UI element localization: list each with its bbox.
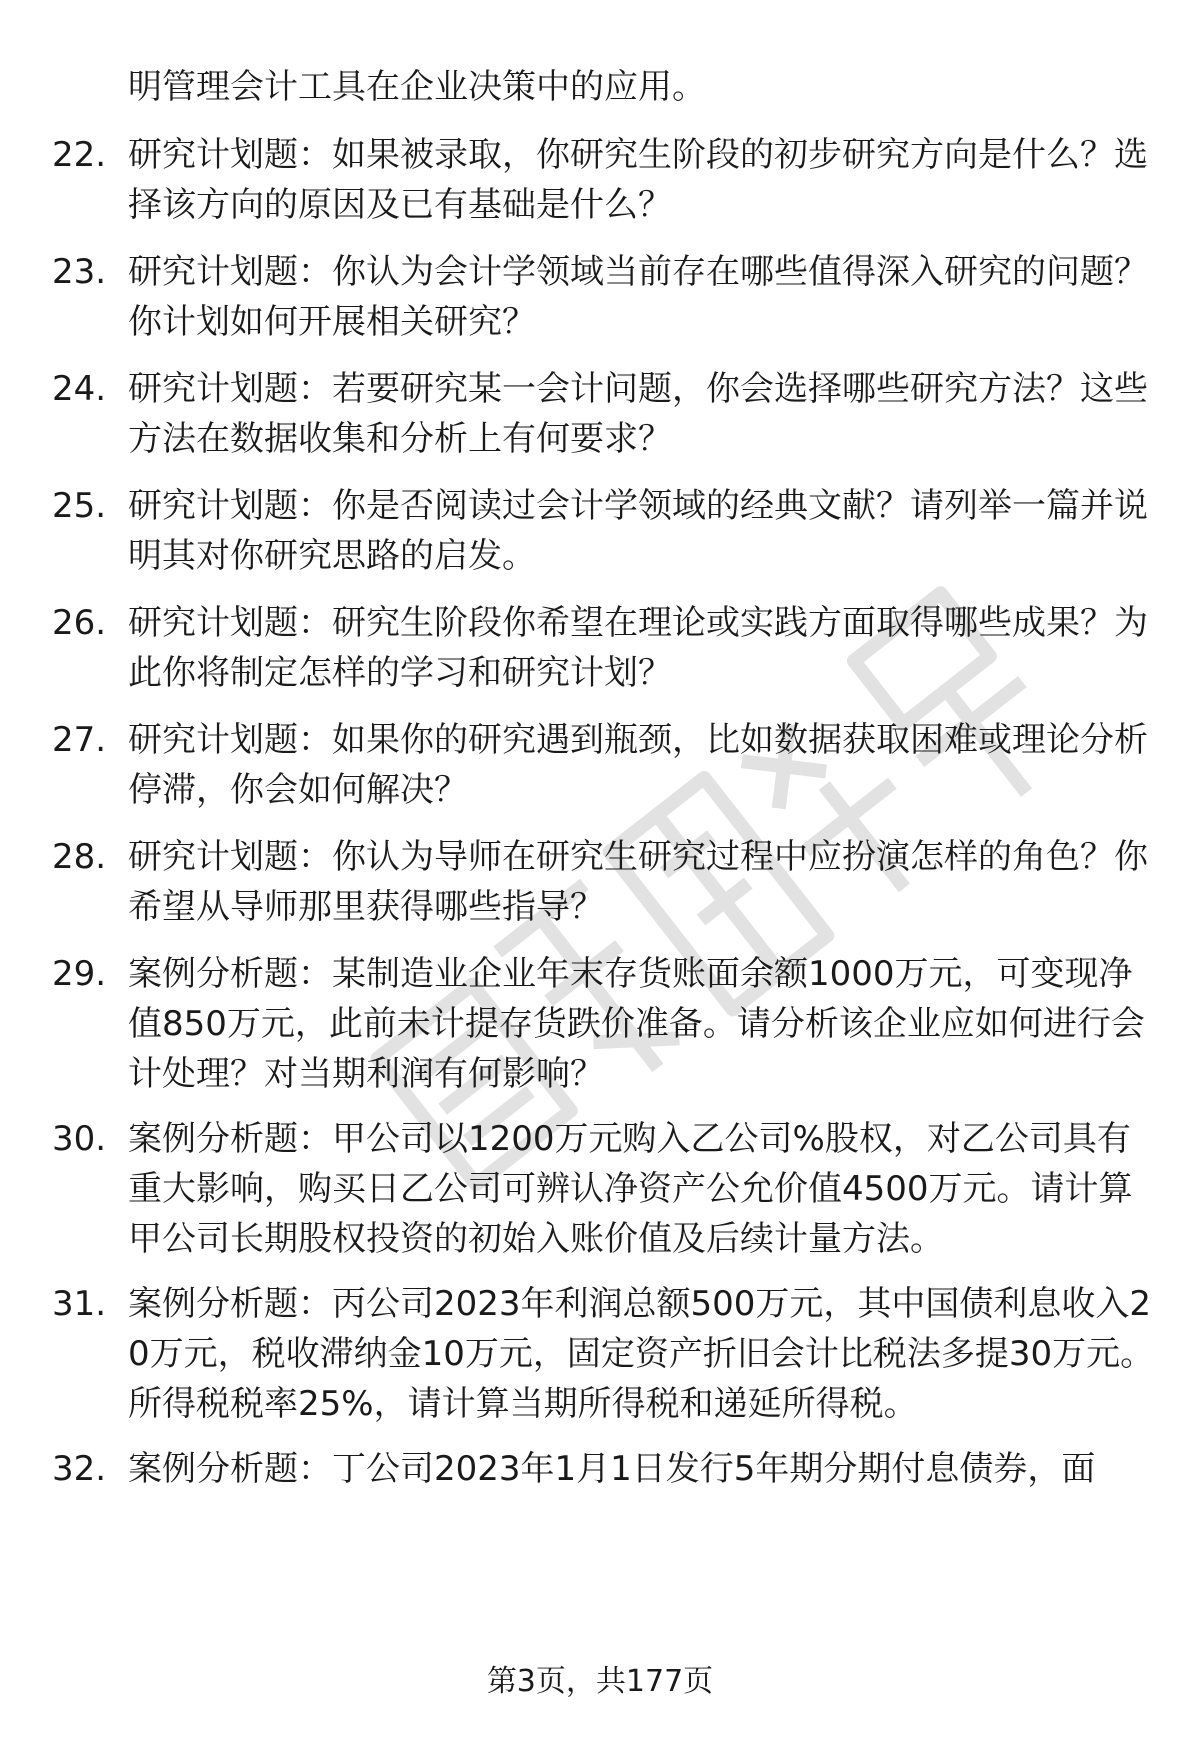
question-text: 案例分析题：甲公司以1200万元购入乙公司%股权，对乙公司具有重大影响，购买日乙公司可辨认净资产公允价值4500万元。请计算甲公司长期股权投资的初始入账价值及后续计量方法。 [128, 1119, 1133, 1259]
question-number: 32. [52, 1449, 107, 1489]
list-item-22 [52, 130, 1162, 230]
question-text: 研究计划题：你认为会计学领域当前存在哪些值得深入研究的问题？你计划如何开展相关研究？ [128, 252, 1148, 342]
question-text: 案例分析题：丁公司2023年1月1日发行5年期分期付息债券，面 [128, 1449, 1096, 1489]
question-number: 24. [52, 369, 107, 409]
list-item-29 [52, 949, 1162, 1099]
list-item-26 [52, 598, 1162, 698]
question-number: 30. [52, 1119, 107, 1159]
question-text: 研究计划题：如果被录取，你研究生阶段的初步研究方向是什么？选择该方向的原因及已有基础是什么？ [128, 135, 1148, 225]
question-number: 28. [52, 837, 107, 877]
list-item-27 [52, 715, 1162, 815]
list-item-28 [52, 832, 1162, 932]
question-number: 27. [52, 720, 107, 760]
question-text: 研究计划题：若要研究某一会计问题，你会选择哪些研究方法？这些方法在数据收集和分析上有何要求？ [128, 369, 1148, 459]
list-item-23 [52, 247, 1162, 347]
list-item-30 [52, 1114, 1162, 1264]
question-text: 研究计划题：你是否阅读过会计学领域的经典文献？请列举一篇并说明其对你研究思路的启发。 [128, 486, 1148, 576]
question-text: 研究计划题：你认为导师在研究生研究过程中应扮演怎样的角色？你希望从导师那里获得哪些指导？ [128, 837, 1148, 927]
question-text: 研究计划题：研究生阶段你希望在理论或实践方面取得哪些成果？为此你将制定怎样的学习和研究计划？ [128, 603, 1148, 693]
question-text: 研究计划题：如果你的研究遇到瓶颈，比如数据获取困难或理论分析停滞，你会如何解决？ [128, 720, 1148, 810]
question-text: 案例分析题：丙公司2023年利润总额500万元，其中国债利息收入20万元，税收滞纳金10万元，固定资产折旧会计比税法多提30万元。所得税税率25%，请计算当期所得税和递延所得税。 [128, 1284, 1155, 1424]
question-number: 29. [52, 954, 107, 994]
list-item-32 [52, 1444, 1162, 1494]
question-number: 22. [52, 135, 107, 175]
page-footer: 第3页，共177页 [486, 1664, 714, 1699]
question-text: 案例分析题：某制造业企业年末存货账面余额1000万元，可变现净值850万元，此前未计提存货跌价准备。请分析该企业应如何进行会计处理？对当期利润有何影响？ [128, 954, 1145, 1094]
question-number: 26. [52, 603, 107, 643]
question-number: 23. [52, 252, 107, 292]
list-item-24 [52, 364, 1162, 464]
list-item-25 [52, 481, 1162, 581]
continuation-text: 明管理会计工具在企业决策中的应用。 [128, 67, 706, 107]
list-item-31 [52, 1279, 1162, 1429]
question-number: 31. [52, 1284, 107, 1324]
question-number: 25. [52, 486, 107, 526]
